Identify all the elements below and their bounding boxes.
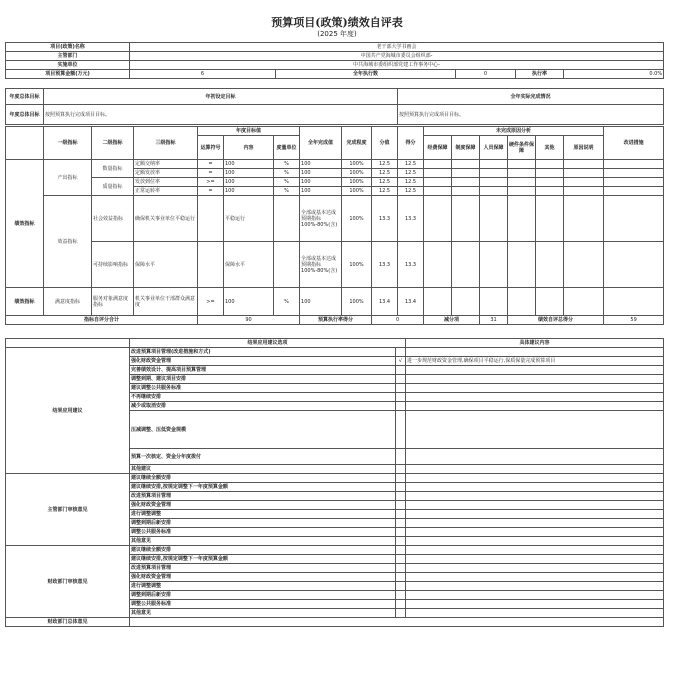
self-score: 90 [198,316,300,325]
got-cell: 13.3 [398,196,424,242]
suggest-option: 建议调整公共服务标准 [130,384,396,393]
suggest-option: 建议继续安排,按规定调整下一年度预算金额 [130,483,396,492]
suggest-detail-cell [406,474,664,483]
dept-value: 中国共产党海城市委员会组织部- [130,52,664,61]
check-cell [396,483,406,492]
check-cell [396,528,406,537]
suggest-detail-cell [406,546,664,555]
actual-cell: 100 [300,169,342,178]
score-cell: 12.5 [372,187,398,196]
rate-cell: 100% [342,187,372,196]
check-cell [396,555,406,564]
final-opinion-cell [130,618,664,627]
op-cell: >= [198,178,224,187]
final-opinion-label: 财政部门总体意见 [6,618,130,627]
op-cell [198,242,224,288]
target-header: 年度目标值 [198,127,300,136]
l2-quality: 质量指标 [92,178,134,196]
l3-cell: 发放到位率 [134,178,198,187]
got-cell: 12.5 [398,187,424,196]
check-cell [396,573,406,582]
suggest-detail-cell [406,465,664,474]
suggest-detail-cell [406,384,664,393]
suggest-option: 改进预算项目管理 [130,564,396,573]
suggest-option: 建议继续全额安排 [130,546,396,555]
suggest-detail-cell [406,564,664,573]
budget-label: 项目预算金额(万元) [6,70,130,79]
suggest-detail-cell [406,402,664,411]
op-cell: = [198,160,224,169]
l1-benefit: 效益指标 [44,196,92,288]
suggest-option: 改进预算项目管理 [130,492,396,501]
reason-3: 人员保障 [480,136,508,160]
reason-2: 制度保障 [452,136,480,160]
indicators-table [5,126,664,325]
suggest-option: 强化财政资金管理 [130,357,396,366]
check-cell [396,402,406,411]
suggest-detail-cell [406,348,664,357]
goals-table [5,88,664,125]
suggest-option: 改进预算项目管理(改进措施和方式) [130,348,396,357]
unit-cell: % [274,288,300,316]
got-header: 得分 [398,127,424,160]
total-score: 59 [604,316,664,325]
perf-label: 绩效指标 [6,160,44,288]
exec-rate-value: 0.0% [564,70,664,79]
check-cell [396,546,406,555]
rate-cell: 100% [342,160,372,169]
info-table [5,42,664,79]
actual-cell: 100 [300,178,342,187]
reason-5: 其他 [536,136,564,160]
l2-service: 服务对象满意度指标 [92,288,134,316]
perf-header [6,127,44,160]
suggest-option: 调整公共服务标准 [130,600,396,609]
suggest-option: 调整到期后新安排 [130,519,396,528]
score-header: 分值 [372,127,398,160]
set-goal-header: 年初设定目标 [44,89,398,105]
l3-cell: 机关事业单位干部群众满意度 [134,288,198,316]
check-cell [396,609,406,618]
total-score-label: 绩效自评总得分 [508,316,604,325]
l2-sustain: 可持续影响指标 [92,242,134,288]
goal-row-label: 年度总体目标 [6,105,44,125]
suggest-option: 压减调整、压低资金规模 [130,411,396,449]
suggest-detail-cell [406,492,664,501]
suggest-option: 其他意见 [130,609,396,618]
deduct-header: 未完成原因分析 [424,127,604,136]
l3-cell: 确保机关事业单位平稳运行 [134,196,198,242]
suggest-option: 调整公共服务标准 [130,528,396,537]
actual-cell: 全部或基本达成预期指标100%-80%(含) [300,242,342,288]
check-cell [396,474,406,483]
check-cell: √ [396,357,406,366]
check-cell [396,449,406,465]
content-header: 内容 [224,136,274,160]
suggest-detail-cell [406,528,664,537]
content-cell: 100 [224,178,274,187]
content-cell: 100 [224,288,274,316]
op-cell [198,196,224,242]
op-cell: >= [198,288,224,316]
content-cell: 保障水平 [224,242,274,288]
check-cell [396,411,406,449]
check-cell [396,591,406,600]
suggest-option: 建议继续全额安排 [130,474,396,483]
check-cell [396,600,406,609]
suggest-option: 强化财政资金管理 [130,501,396,510]
minus-score: 31 [480,316,508,325]
unit-header: 度量单位 [274,136,300,160]
fix-header: 改进措施 [604,127,664,160]
rate-cell: 100% [342,196,372,242]
suggest-option: 预算一次核定、资金分年度拨付 [130,449,396,465]
doc-title: 预算项目(政策)绩效自评表 [271,16,403,29]
rate-cell: 100% [342,288,372,316]
self-score-label: 指标自评分合计 [6,316,198,325]
op-cell: = [198,187,224,196]
suggest-detail-cell [406,449,664,465]
reason-1: 经费保障 [424,136,452,160]
score-cell: 13.3 [372,196,398,242]
project-name-label: 项目(政策)名称 [6,43,130,52]
suggest-option: 不再继续安排 [130,393,396,402]
unit-cell [274,242,300,288]
suggest-detail-cell [406,411,664,449]
content-cell: 100 [224,160,274,169]
got-cell: 13.3 [398,242,424,288]
score-cell: 12.5 [372,178,398,187]
l3-header: 三级指标 [134,127,198,160]
suggest-detail-cell [406,609,664,618]
l3-cell: 定额交纳率 [134,160,198,169]
unit-label: 实施单位 [6,61,130,70]
suggest-detail-cell [406,582,664,591]
actual-cell: 全部或基本达成预期指标100%-80%(含) [300,196,342,242]
l2-social: 社会效益指标 [92,196,134,242]
l1-header: 一级指标 [44,127,92,160]
rate-cell: 100% [342,178,372,187]
check-cell [396,465,406,474]
suggest-option: 调整到期后新安排 [130,591,396,600]
doc-year: (2025 年度) [317,30,357,38]
l3-cell: 正常运转率 [134,187,198,196]
score-cell: 13.4 [372,288,398,316]
check-cell [396,366,406,375]
got-cell: 12.5 [398,169,424,178]
unit-cell [274,196,300,242]
suggest-detail-cell [406,537,664,546]
actual-cell: 100 [300,187,342,196]
suggest-option: 进行调整调整 [130,582,396,591]
budget-value: 6 [130,70,276,79]
check-cell [396,393,406,402]
suggest-option: 调整到期、建议项目安排 [130,375,396,384]
content-cell: 100 [224,187,274,196]
suggest-detail-cell [406,393,664,402]
suggest-option: 建议继续安排,按规定调整下一年度预算金额 [130,555,396,564]
reason-6: 原因说明 [564,136,604,160]
project-name: 老干部大学书画会 [130,43,664,52]
unit-cell: % [274,178,300,187]
l2-header: 二级指标 [92,127,134,160]
group-dept-label: 主管部门审核意见 [6,474,130,546]
op-header: 运算符号 [198,136,224,160]
l2-quantity: 数量指标 [92,160,134,178]
actual-goal-text: 按照预算执行完成项目目标。 [398,105,664,125]
check-cell [396,384,406,393]
check-cell [396,582,406,591]
rate-cell: 100% [342,242,372,288]
rate-header: 完成程度 [342,127,372,160]
suggest-option: 减少或取消安排 [130,402,396,411]
exec-num-label: 全年执行数 [276,70,456,79]
suggest-option: 完善绩效设计、提高项目预算管理 [130,366,396,375]
check-cell [396,348,406,357]
suggest-detail-cell [406,573,664,582]
unit-value: 中共海城市委组织部党建工作事务中心- [130,61,664,70]
actual-header: 全年完成值 [300,127,342,160]
score-cell: 12.5 [372,169,398,178]
suggest-detail-cell [406,510,664,519]
perf-label-2: 绩效指标 [6,288,44,316]
suggest-detail-cell [406,501,664,510]
suggest-option: 进行调整调整 [130,510,396,519]
overall-goal-label: 年度总体目标 [6,89,44,105]
group-finance-label: 财政部门审核意见 [6,546,130,618]
suggest-detail-cell [406,375,664,384]
score-cell: 12.5 [372,160,398,169]
suggest-detail-cell [406,366,664,375]
unit-cell: % [274,187,300,196]
l1-satisfaction: 满意度指标 [44,288,92,316]
content-cell: 平稳运行 [224,196,274,242]
actual-cell: 100 [300,288,342,316]
exec-num-value: 0 [456,70,516,79]
minus-label: 减分项 [424,316,480,325]
budget-score-label: 预算执行率得分 [300,316,372,325]
budget-score: 0 [372,316,424,325]
got-cell: 13.4 [398,288,424,316]
suggest-head-left: 结果应用建议选项 [130,339,406,348]
suggest-option: 其他建议 [130,465,396,474]
l3-cell: 定额发放率 [134,169,198,178]
check-cell [396,519,406,528]
actual-cell: 100 [300,160,342,169]
suggest-option: 其他意见 [130,537,396,546]
check-cell [396,537,406,546]
suggest-detail-cell [406,600,664,609]
l1-output: 产出指标 [44,160,92,196]
dept-label: 主管部门 [6,52,130,61]
content-cell: 100 [224,169,274,178]
reason-4: 硬件条件保障 [508,136,536,160]
set-goal-text: 按照预算执行完成项目目标。 [44,105,398,125]
suggest-detail-cell: 进一步规范财政资金管理,确保项目平稳运行,保质保量完成预算项目 [406,357,664,366]
check-cell [396,375,406,384]
got-cell: 12.5 [398,160,424,169]
group-result-label: 结果应用建议 [6,348,130,474]
suggest-detail-cell [406,483,664,492]
suggest-detail-cell [406,519,664,528]
suggest-head-right: 具体建议内容 [406,339,664,348]
op-cell: = [198,169,224,178]
exec-rate-label: 执行率 [516,70,564,79]
rate-cell: 100% [342,169,372,178]
actual-goal-header: 全年实际完成情况 [398,89,664,105]
suggest-detail-cell [406,555,664,564]
check-cell [396,510,406,519]
got-cell: 12.5 [398,178,424,187]
l3-cell: 保障水平 [134,242,198,288]
score-cell: 13.3 [372,242,398,288]
suggest-option: 强化财政资金管理 [130,573,396,582]
unit-cell: % [274,160,300,169]
unit-cell: % [274,169,300,178]
check-cell [396,501,406,510]
suggest-detail-cell [406,591,664,600]
check-cell [396,564,406,573]
check-cell [396,492,406,501]
suggest-table [5,338,664,627]
